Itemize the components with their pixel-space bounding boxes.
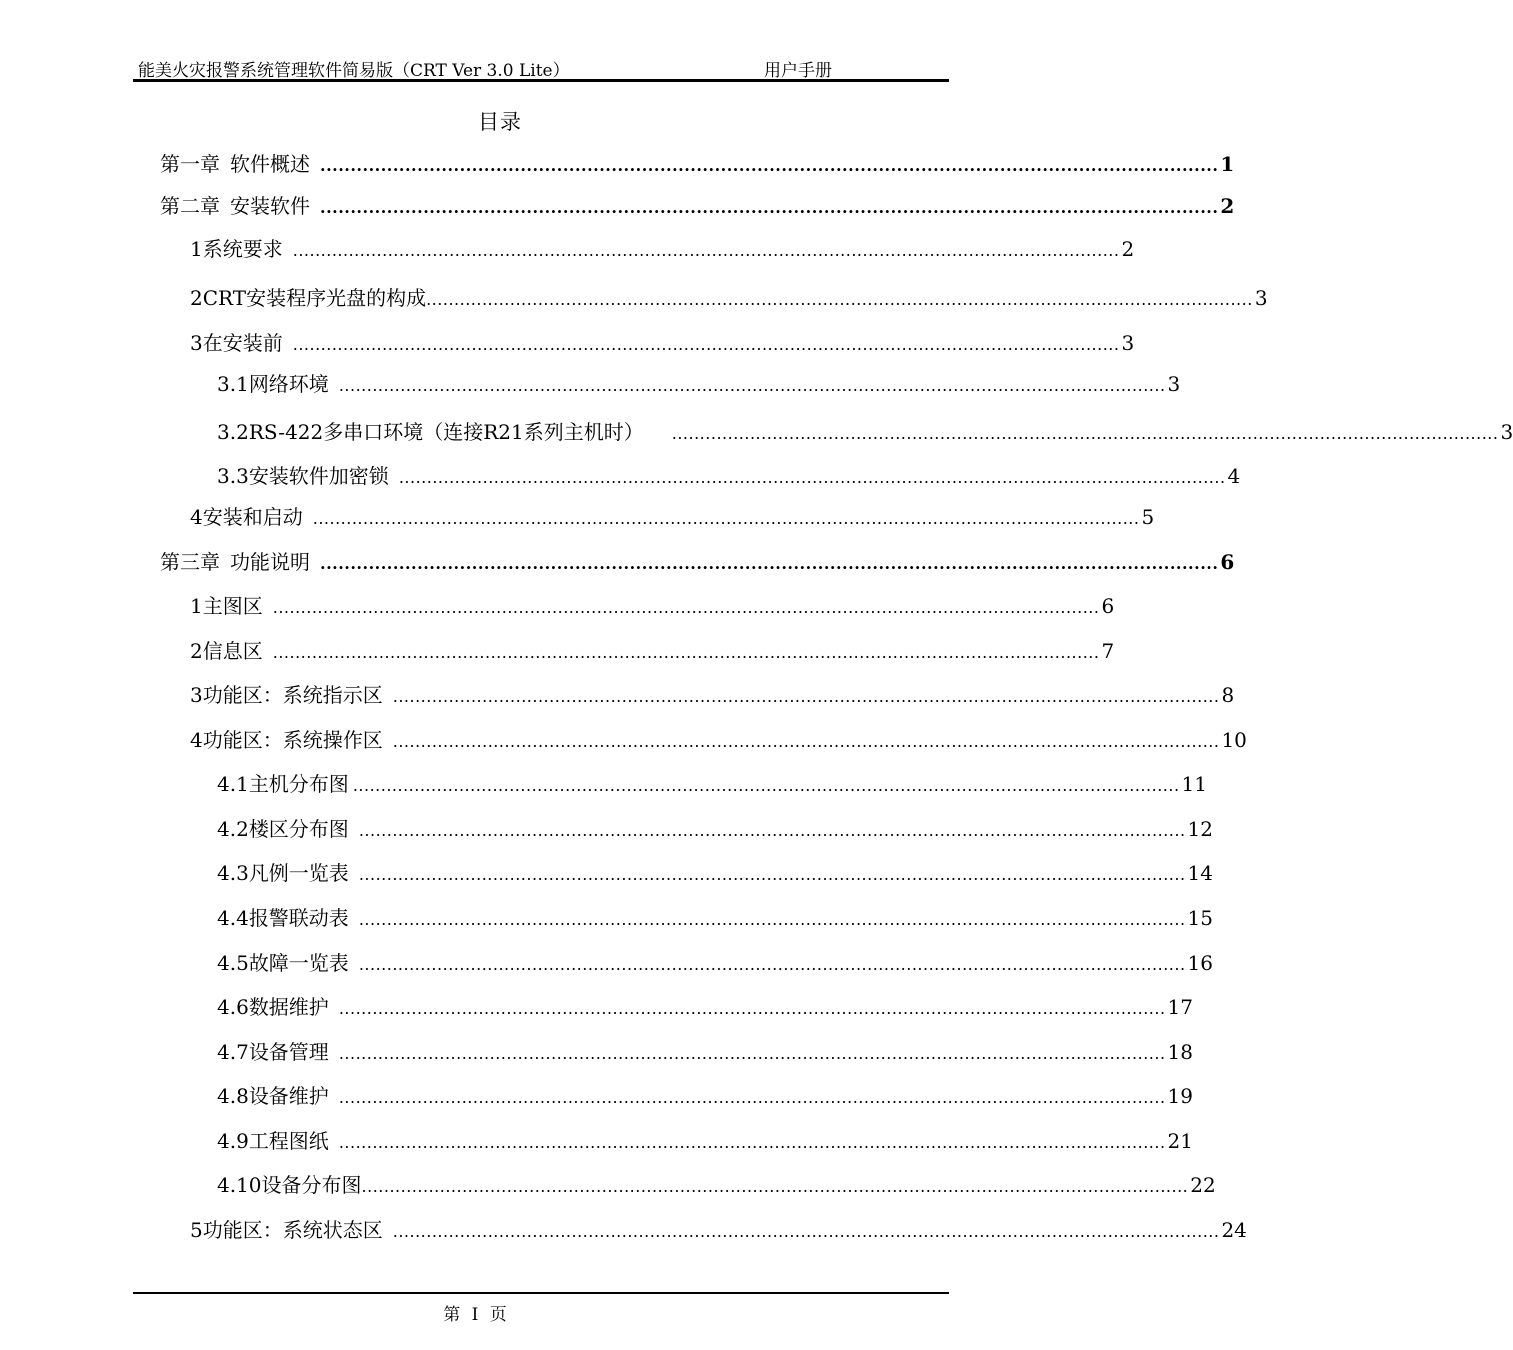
toc-entry-page: 8 [1221,683,1235,707]
toc-entry-number: 4.4 [217,906,249,930]
toc-entry-number: 2 [190,286,203,310]
toc-entry-number: 3 [190,331,203,355]
toc-entry-page: 7 [1101,639,1115,663]
toc-entry-label: 安装软件 [230,194,310,218]
toc-entry-label: 在安装前 [202,331,283,355]
toc-entry-label: 凡例一览表 [248,861,349,885]
toc-leader-dots: .................................................................................................................................................... [272,598,1100,617]
toc-entry-number: 4 [190,728,203,752]
toc-leader-dots: .................................................................................................................................................... [292,335,1120,354]
toc-entry-2-3-1[interactable] [217,370,1181,398]
toc-leader-dots: .................................................................................................................................................... [338,376,1166,395]
toc-leader-dots: .................................................................................................................................................... [671,424,1499,443]
toc-entry-page: 12 [1187,817,1213,841]
toc-entry-page: 2 [1220,194,1235,218]
toc-entry-number: 1 [190,237,203,261]
toc-entry-number: 4.6 [217,995,249,1019]
toc-entry-label: 功能区：系统操作区 [202,728,383,752]
toc-entry-3-4-7[interactable] [217,1038,1193,1066]
toc-entry-label: 主图区 [202,594,263,618]
toc-entry-number: 4 [190,505,203,529]
toc-entry-3-4-9[interactable] [217,1127,1193,1155]
toc-entry-3-4[interactable] [190,726,1247,754]
toc-entry-label: RS-422多串口环境（连接R21系列主机时） [248,420,644,444]
toc-entry-page: 19 [1167,1084,1193,1108]
toc-entry-page: 5 [1141,505,1155,529]
toc-entry-3-4-4[interactable] [217,904,1213,932]
toc-entry-number: 2 [190,639,203,663]
toc-entry-2-3[interactable] [190,329,1135,357]
toc-entry-page: 3 [1121,331,1135,355]
toc-entry-3-4-5[interactable] [217,949,1213,977]
toc-entry-label: 报警联动表 [248,906,349,930]
toc-leader-dots: .................................................................................................................................................... [352,776,1180,795]
toc-leader-dots: .................................................................................................................................................... [320,554,1219,573]
toc-entry-2-1[interactable] [190,235,1135,263]
toc-entry-page: 11 [1181,772,1207,796]
toc-entry-3-4-6[interactable] [217,993,1193,1021]
toc-entry-label: 网络环境 [248,372,329,396]
toc-leader-dots: .................................................................................................................................................... [292,241,1120,260]
toc-entry-number: 1 [190,594,203,618]
toc-leader-dots: .................................................................................................................................................... [426,290,1253,309]
toc-entry-number: 4.3 [217,861,249,885]
toc-entry-number: 3.3 [217,464,249,488]
toc-leader-dots: .................................................................................................................................................... [358,910,1186,929]
toc-leader-dots: .................................................................................................................................................... [392,687,1220,706]
footer-divider [133,1292,949,1294]
toc-entry-page: 24 [1221,1218,1247,1242]
toc-entry-page: 22 [1190,1173,1216,1197]
toc-entry-number: 第三章 [160,550,220,574]
toc-leader-dots: .................................................................................................................................................... [361,1177,1189,1196]
toc-entry-label: 数据维护 [248,995,329,1019]
footer-prefix: 第 [443,1305,461,1325]
toc-entry-page: 3 [1167,372,1181,396]
toc-entry-chapter-3[interactable] [160,548,1235,576]
toc-entry-label: 软件概述 [230,152,310,176]
toc-entry-page: 18 [1167,1040,1193,1064]
toc-leader-dots: .................................................................................................................................................... [398,468,1226,487]
toc-entry-label: 设备管理 [248,1040,329,1064]
toc-entry-label: 故障一览表 [248,951,349,975]
toc-leader-dots: .................................................................................................................................................... [358,865,1186,884]
toc-entry-3-4-8[interactable] [217,1082,1193,1110]
toc-entry-3-4-3[interactable] [217,859,1213,887]
toc-entry-2-3-3[interactable] [217,462,1241,490]
toc-entry-label: 系统要求 [202,237,283,261]
toc-entry-number: 4.9 [217,1129,249,1153]
toc-entry-number: 第二章 [160,194,220,218]
toc-entry-page: 1 [1220,152,1235,176]
toc-leader-dots: .................................................................................................................................................... [272,643,1100,662]
toc-entry-3-4-10[interactable] [217,1171,1216,1199]
toc-entry-page: 3 [1500,420,1513,444]
toc-entry-label: 设备分布图 [261,1173,362,1197]
toc-entry-number: 4.8 [217,1084,249,1108]
toc-leader-dots: .................................................................................................................................................... [338,1088,1166,1107]
toc-entry-2-2[interactable] [190,284,1268,312]
toc-entry-3-4-1[interactable] [217,770,1207,798]
toc-entry-label: 工程图纸 [248,1129,329,1153]
toc-entry-3-1[interactable] [190,592,1115,620]
toc-entry-chapter-1[interactable] [160,150,1235,178]
page-footer [0,1300,950,1325]
toc-entry-chapter-2[interactable] [160,192,1235,220]
toc-entry-number: 4.5 [217,951,249,975]
toc-entry-label: CRT安装程序光盘的构成 [202,286,427,310]
toc-leader-dots: .................................................................................................................................................... [338,1133,1166,1152]
toc-leader-dots: .................................................................................................................................................... [320,198,1219,217]
toc-entry-number: 4.2 [217,817,249,841]
toc-entry-label: 功能区：系统指示区 [202,683,383,707]
toc-entry-page: 2 [1121,237,1135,261]
toc-entry-page: 6 [1220,550,1235,574]
toc-entry-label: 安装软件加密锁 [248,464,389,488]
toc-entry-number: 4.7 [217,1040,249,1064]
toc-leader-dots: .................................................................................................................................................... [392,732,1220,751]
toc-entry-number: 3 [190,683,203,707]
toc-leader-dots: .................................................................................................................................................... [358,821,1186,840]
toc-entry-page: 6 [1101,594,1115,618]
toc-entry-page: 21 [1167,1129,1193,1153]
toc-entry-label: 功能说明 [230,550,310,574]
toc-entry-number: 5 [190,1218,203,1242]
toc-leader-dots: .................................................................................................................................................... [320,156,1219,175]
toc-leader-dots: .................................................................................................................................................... [358,955,1186,974]
toc-entry-label: 设备维护 [248,1084,329,1108]
toc-entry-number: 3.2 [217,420,249,444]
toc-entry-label: 功能区：系统状态区 [202,1218,383,1242]
toc-entry-label: 楼区分布图 [248,817,349,841]
toc-entry-page: 4 [1227,464,1241,488]
toc-leader-dots: .................................................................................................................................................... [312,509,1140,528]
toc-entry-number: 3.1 [217,372,249,396]
toc-entry-page: 16 [1187,951,1213,975]
page-number: I [471,1305,479,1325]
toc-leader-dots: .................................................................................................................................................... [338,1044,1166,1063]
toc-entry-page: 10 [1221,728,1247,752]
toc-entry-2-4[interactable] [190,503,1155,531]
toc-leader-dots: .................................................................................................................................................... [392,1222,1220,1241]
toc-entry-number: 4.10 [217,1173,262,1197]
toc-entry-3-2[interactable] [190,637,1115,665]
toc-title: 目录 [478,110,522,134]
footer-suffix: 页 [489,1305,507,1325]
toc-entry-label: 信息区 [202,639,263,663]
toc-entry-number: 4.1 [217,772,249,796]
toc-entry-page: 3 [1254,286,1268,310]
toc-entry-3-4-2[interactable] [217,815,1213,843]
toc-entry-label: 主机分布图 [248,772,349,796]
document-title: 能美火灾报警系统管理软件简易版（CRT Ver 3.0 Lite） [138,61,570,81]
toc-entry-page: 14 [1187,861,1213,885]
toc-entry-2-3-2[interactable] [217,418,1513,446]
toc-entry-label: 安装和启动 [202,505,303,529]
toc-entry-page: 15 [1187,906,1213,930]
toc-entry-page: 17 [1167,995,1193,1019]
toc-entry-3-3[interactable] [190,681,1235,709]
toc-entry-3-5[interactable] [190,1216,1247,1244]
toc-entry-number: 第一章 [160,152,220,176]
toc-leader-dots: .................................................................................................................................................... [338,999,1166,1018]
manual-label: 用户手册 [764,61,832,81]
